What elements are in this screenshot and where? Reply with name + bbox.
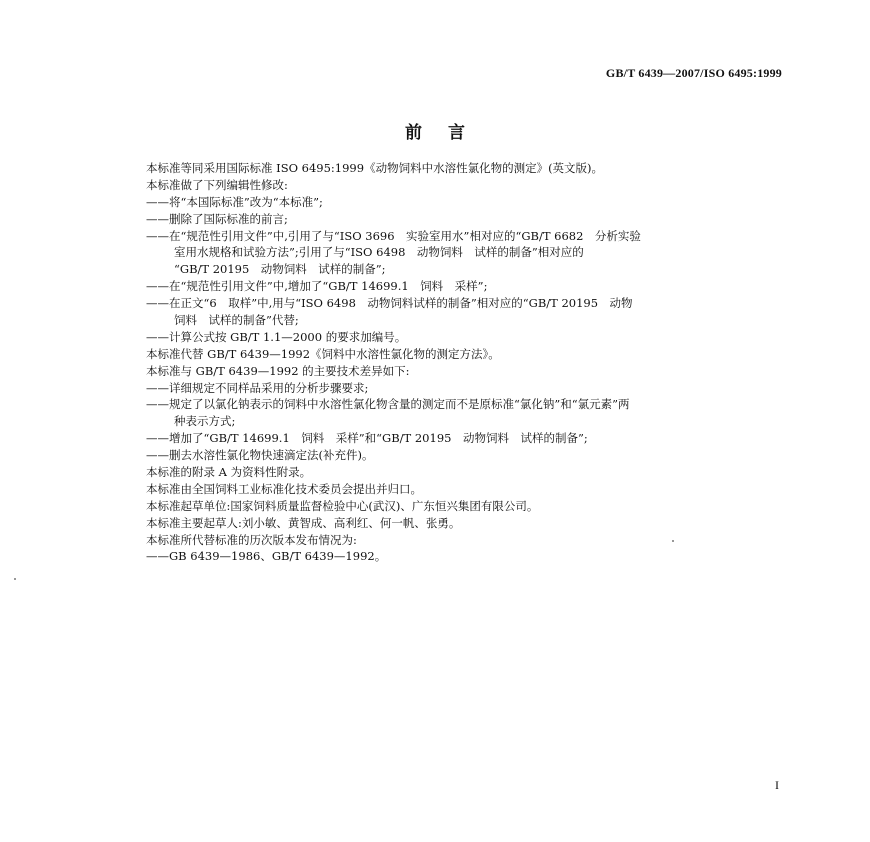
scan-speck — [672, 540, 674, 542]
text-line: ——删除了国际标准的前言; — [146, 211, 288, 226]
text-line: 本标准起草单位:国家饲料质量监督检验中心(武汉)、广东恒兴集团有限公司。 — [146, 498, 539, 513]
standard-code: GB/T 6439—2007/ISO 6495:1999 — [605, 66, 782, 80]
text-line: 种表示方式; — [174, 414, 236, 429]
text-line: ——计算公式按 GB/T 1.1—2000 的要求加编号。 — [146, 329, 407, 344]
text-line: 饲料 试样的制备”代替; — [174, 313, 299, 328]
text-line: ——将“本国际标准”改为“本标准”; — [146, 194, 323, 209]
text-line: 本标准与 GB/T 6439—1992 的主要技术差异如下: — [146, 363, 410, 378]
text-line: ——增加了“GB/T 14699.1 饲料 采样”和“GB/T 20195 动物饲料 试样的制备”; — [146, 431, 588, 446]
text-line: ——在“规范性引用文件”中,引用了与“ISO 3696 实验室用水”相对应的“GB/T 6682 分析实验 — [146, 228, 641, 243]
text-line: ——删去水溶性氯化物快速滴定法(补充件)。 — [146, 448, 374, 463]
text-line: 本标准的附录 A 为资料性附录。 — [146, 465, 312, 480]
text-line: 本标准等同采用国际标准 ISO 6495:1999《动物饲料中水溶性氯化物的测定》(英文版)。 — [146, 161, 604, 175]
preface-body — [146, 160, 786, 565]
text-line: “GB/T 20195 动物饲料 试样的制备”; — [174, 262, 386, 277]
text-line: 本标准由全国饲料工业标准化技术委员会提出并归口。 — [146, 481, 422, 496]
text-line: 本标准所代替标准的历次版本发布情况为: — [146, 532, 357, 547]
text-line: 本标准代替 GB/T 6439—1992《饲料中水溶性氯化物的测定方法》。 — [146, 346, 500, 361]
page-number: I — [775, 778, 779, 792]
text-line: 本标准主要起草人:刘小敏、黄智成、高利红、何一帆、张勇。 — [146, 515, 461, 530]
text-line: ——在“规范性引用文件”中,增加了“GB/T 14699.1 饲料 采样”; — [146, 279, 488, 294]
page-title: 前言 — [405, 123, 491, 143]
scan-speck — [14, 578, 16, 580]
text-line: 室用水规格和试验方法”;引用了与“ISO 6498 动物饲料 试样的制备”相对应的 — [174, 245, 584, 260]
text-line: ——详细规定不同样品采用的分析步骤要求; — [146, 380, 369, 395]
text-line: ——规定了以氯化钠表示的饲料中水溶性氯化物含量的测定而不是原标准“氯化钠”和“氯元素”两 — [146, 397, 630, 412]
text-line: 本标准做了下列编辑性修改: — [146, 177, 288, 192]
text-line: ——在正文“6 取样”中,用与“ISO 6498 动物饲料试样的制备”相对应的“GB/T 20195 动物 — [146, 296, 633, 311]
text-line: ——GB 6439—1986、GB/T 6439—1992。 — [146, 549, 387, 564]
